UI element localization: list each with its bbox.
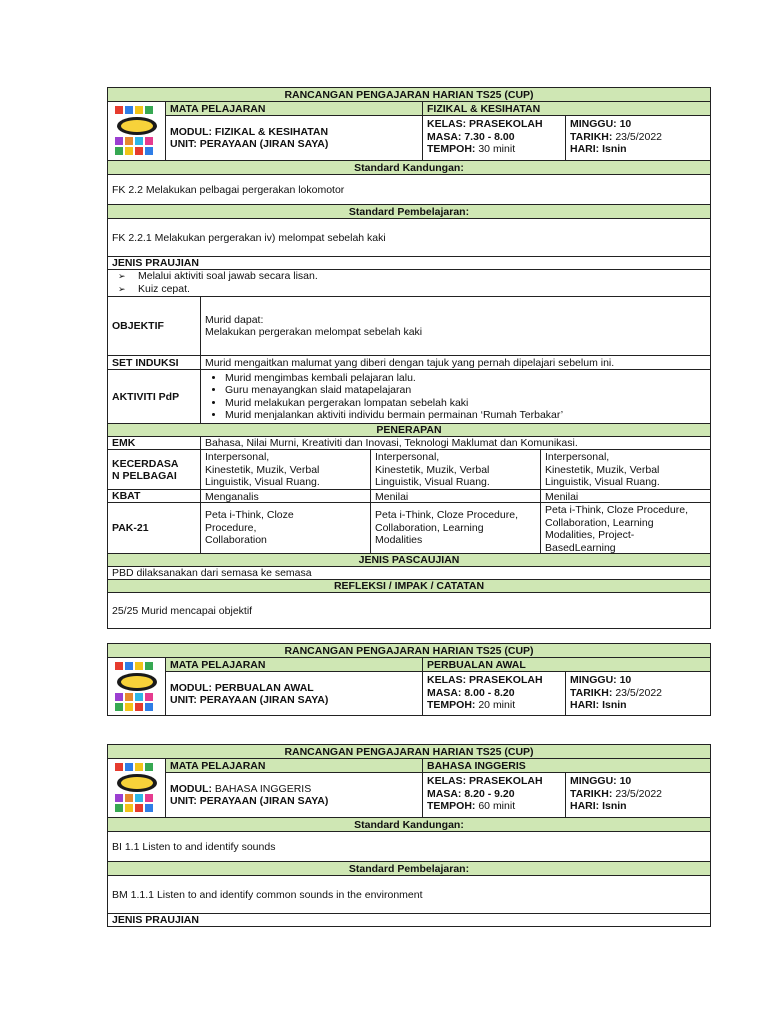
masa-label: MASA: [427, 686, 462, 699]
standard-kandungan: FK 2.2 Melakukan pelbagai pergerakan lokomotor [112, 183, 345, 196]
pak-line: Peta i-Think, Cloze Procedure, [375, 509, 518, 521]
kbat-col: Menilai [370, 490, 540, 502]
objektif-label: OBJEKTIF [108, 297, 201, 355]
standard-pembelajaran-head [108, 204, 710, 218]
refleksi-head [108, 579, 710, 592]
kelas-value: PRASEKOLAH [469, 775, 543, 787]
standard-pembelajaran-head [108, 861, 710, 875]
unit-label: UNIT: [170, 795, 197, 807]
list-item: • Guru menayangkan slaid matapelajaran [225, 384, 563, 397]
tempoh-value: 30 minit [478, 143, 516, 155]
masa-value: 7.30 - 8.00 [464, 130, 515, 143]
mata-pelajaran-label: MATA PELAJARAN [166, 759, 423, 772]
modul-label: MODUL: [170, 126, 212, 138]
unit-label: UNIT: [170, 693, 197, 706]
penerapan-head [108, 423, 710, 436]
sp-head-text: Standard Pembelajaran: [348, 862, 470, 875]
plan-title [108, 88, 710, 101]
modul-label: MODUL: [170, 783, 212, 795]
minggu-label: MINGGU: [570, 118, 617, 130]
pak-line: Peta i-Think, Cloze Procedure, [545, 504, 688, 516]
pak-line: BasedLearning [545, 541, 616, 554]
objektif-line-1: Murid dapat: [205, 314, 264, 326]
unit-value: PERAYAAN (JIRAN SAYA) [199, 693, 329, 706]
kecerdasan-label-2: N PELBAGAI [112, 469, 177, 482]
standard-kandungan: BI 1.1 Listen to and identify sounds [112, 840, 276, 853]
sk-head-text: Standard Kandungan: [354, 161, 464, 174]
pak21-col [540, 503, 710, 553]
refleksi-head-text: REFLEKSI / IMPAK / CATATAN [333, 580, 485, 592]
mata-pelajaran-label: MATA PELAJARAN [166, 658, 423, 671]
modul-unit [166, 672, 423, 715]
standard-kandungan-head [108, 160, 710, 174]
plan-header-grid [108, 101, 710, 160]
sp-head-text: Standard Pembelajaran: [348, 205, 470, 218]
aktiviti-label: AKTIVITI PdP [108, 370, 201, 423]
plan-title [108, 745, 710, 758]
kecerdasan-label [108, 450, 201, 489]
plan-title [108, 644, 710, 657]
tarikh-value: 23/5/2022 [615, 686, 663, 699]
kecerdasan-col [540, 450, 710, 489]
kp-line: Linguistik, Visual Ruang. [545, 476, 660, 488]
plan-title-text: RANCANGAN PENGAJARAN HARIAN TS25 (CUP) [284, 745, 534, 758]
minggu-tarikh-hari [566, 773, 710, 817]
kecerdasan-col [370, 450, 540, 489]
kp-line: Kinestetik, Muzik, Verbal [205, 463, 320, 476]
pak-line: Procedure, [205, 521, 257, 534]
minggu-value: 10 [619, 775, 632, 787]
modul-value: PERBUALAN AWAL [214, 681, 314, 694]
book-cover-icon [113, 104, 161, 158]
tempoh-label: TEMPOH: [427, 699, 476, 711]
masa-value: 8.00 - 8.20 [464, 686, 515, 699]
kelas-masa-tempoh [423, 773, 566, 817]
list-item: ➢ Kuiz cepat. [138, 283, 318, 296]
tarikh-label: TARIKH: [570, 686, 613, 699]
objektif-line-2: Melakukan pergerakan melompat sebelah kaki [205, 326, 423, 338]
kp-line: Linguistik, Visual Ruang. [205, 476, 320, 488]
kelas-masa-tempoh [423, 672, 566, 715]
tarikh-value: 23/5/2022 [615, 787, 663, 800]
kspk-logo [108, 759, 166, 817]
kelas-masa-tempoh [423, 116, 566, 160]
hari-label: HARI: [570, 143, 600, 155]
tarikh-label: TARIKH: [570, 787, 613, 800]
kp-line: Kinestetik, Muzik, Verbal [375, 463, 490, 476]
kbat-label: KBAT [108, 490, 201, 502]
kp-line: Interpersonal, [375, 451, 440, 463]
modul-unit [166, 773, 423, 817]
emk-value: Bahasa, Nilai Murni, Kreativiti dan Inovasi, Teknologi Maklumat dan Komunikasi. [205, 437, 578, 449]
kelas-label: KELAS: [427, 674, 467, 686]
minggu-value: 10 [619, 118, 632, 130]
pak21-label: PAK-21 [108, 503, 201, 553]
emk-label: EMK [108, 437, 201, 449]
jenis-praujian-head: JENIS PRAUJIAN [112, 914, 199, 926]
kelas-value: PRASEKOLAH [469, 118, 543, 130]
kelas-value: PRASEKOLAH [469, 674, 543, 686]
book-cover-icon [113, 761, 161, 815]
tempoh-value: 20 minit [478, 699, 516, 711]
aktiviti-value [201, 370, 710, 423]
pak-line: Modalities, Project- [545, 529, 635, 541]
minggu-label: MINGGU: [570, 674, 617, 686]
modul-label: MODUL: [170, 681, 212, 694]
pak21-col [201, 503, 370, 553]
tempoh-value: 60 minit [478, 800, 516, 812]
subject-name: PERBUALAN AWAL [427, 658, 526, 671]
masa-label: MASA: [427, 130, 462, 143]
kp-line: Interpersonal, [545, 451, 610, 463]
lesson-plan-fizikal [107, 87, 711, 629]
aktiviti-list [205, 372, 563, 422]
kbat-values [201, 490, 710, 502]
hari-label: HARI: [570, 699, 600, 711]
hari-label: HARI: [570, 800, 600, 812]
sk-head-text: Standard Kandungan: [354, 818, 464, 831]
standard-kandungan-head [108, 817, 710, 831]
pak-line: Peta i-Think, Cloze [205, 509, 294, 521]
plan-header-grid [108, 657, 710, 715]
kspk-logo [108, 658, 166, 715]
pak21-col [370, 503, 540, 553]
list-item: • Murid menjalankan aktiviti individu bermain permainan ‘Rumah Terbakar’ [225, 409, 563, 422]
tempoh-label: TEMPOH: [427, 143, 476, 155]
minggu-value: 10 [619, 674, 632, 686]
modul-unit [166, 116, 423, 160]
pascaujian-head-text: JENIS PASCAUJIAN [358, 554, 460, 566]
kecerdasan-label-1: KECERDASA [112, 457, 179, 470]
kp-line: Linguistik, Visual Ruang. [375, 476, 490, 488]
kelas-label: KELAS: [427, 118, 467, 130]
plan-title-text: RANCANGAN PENGAJARAN HARIAN TS25 (CUP) [284, 644, 534, 657]
minggu-tarikh-hari [566, 116, 710, 160]
kecerdasan-values [201, 450, 710, 489]
list-item: • Murid mengimbas kembali pelajaran lalu. [225, 372, 563, 385]
plan-title-text: RANCANGAN PENGAJARAN HARIAN TS25 (CUP) [284, 88, 534, 101]
subject-name: FIZIKAL & KESIHATAN [427, 102, 541, 115]
kp-line: Kinestetik, Muzik, Verbal [545, 463, 660, 476]
hari-value: Isnin [602, 699, 627, 711]
masa-value: 8.20 - 9.20 [464, 787, 515, 800]
tempoh-label: TEMPOH: [427, 800, 476, 812]
pak-line: Collaboration, Learning [375, 521, 484, 534]
praujian-list [108, 270, 318, 296]
list-item: ➢ Melalui aktiviti soal jawab secara lisan. [138, 270, 318, 283]
book-cover-icon [113, 660, 161, 714]
refleksi-value: 25/25 Murid mencapai objektif [112, 604, 253, 617]
tarikh-label: TARIKH: [570, 130, 613, 143]
objektif-value [201, 297, 710, 355]
mata-pelajaran-label: MATA PELAJARAN [166, 102, 423, 115]
unit-value: PERAYAAN (JIRAN SAYA) [199, 138, 329, 150]
unit-label: UNIT: [170, 138, 197, 150]
lesson-plan-perbualan [107, 643, 711, 716]
standard-pembelajaran: FK 2.2.1 Melakukan pergerakan iv) melompat sebelah kaki [112, 231, 386, 244]
kp-line: Interpersonal, [205, 451, 270, 463]
modul-value: BAHASA INGGERIS [214, 783, 312, 795]
pak-line: Collaboration [205, 534, 267, 546]
pascaujian-value: PBD dilaksanakan dari semasa ke semasa [112, 567, 312, 579]
jenis-praujian-head: JENIS PRAUJIAN [112, 257, 199, 269]
minggu-tarikh-hari [566, 672, 710, 715]
hari-value: Isnin [602, 800, 627, 812]
masa-label: MASA: [427, 787, 462, 800]
modul-value: FIZIKAL & KESIHATAN [214, 126, 329, 138]
set-induksi-label: SET INDUKSI [108, 356, 201, 369]
kspk-logo [108, 102, 166, 160]
hari-value: Isnin [602, 143, 627, 155]
subject-name: BAHASA INGGERIS [427, 759, 526, 772]
penerapan-head-text: PENERAPAN [376, 424, 442, 436]
pak-line: Collaboration, Learning [545, 516, 654, 529]
unit-value: PERAYAAN (JIRAN SAYA) [199, 795, 329, 807]
pascaujian-head [108, 553, 710, 566]
kelas-label: KELAS: [427, 775, 467, 787]
kecerdasan-col [201, 450, 370, 489]
standard-pembelajaran: BM 1.1.1 Listen to and identify common sounds in the environment [112, 888, 423, 901]
pak-line: Modalities [375, 534, 423, 546]
kbat-col: Menganalis [205, 491, 259, 503]
kbat-col: Menilai [540, 490, 710, 502]
pak21-values [201, 503, 710, 553]
plan-header-grid [108, 758, 710, 817]
set-induksi-value: Murid mengaitkan malumat yang diberi dengan tajuk yang pernah dipelajari sebelum ini. [205, 356, 615, 369]
minggu-label: MINGGU: [570, 775, 617, 787]
lesson-plan-bahasa-inggeris [107, 744, 711, 927]
list-item: • Murid melakukan pergerakan lompatan sebelah kaki [225, 397, 563, 410]
tarikh-value: 23/5/2022 [615, 130, 663, 143]
